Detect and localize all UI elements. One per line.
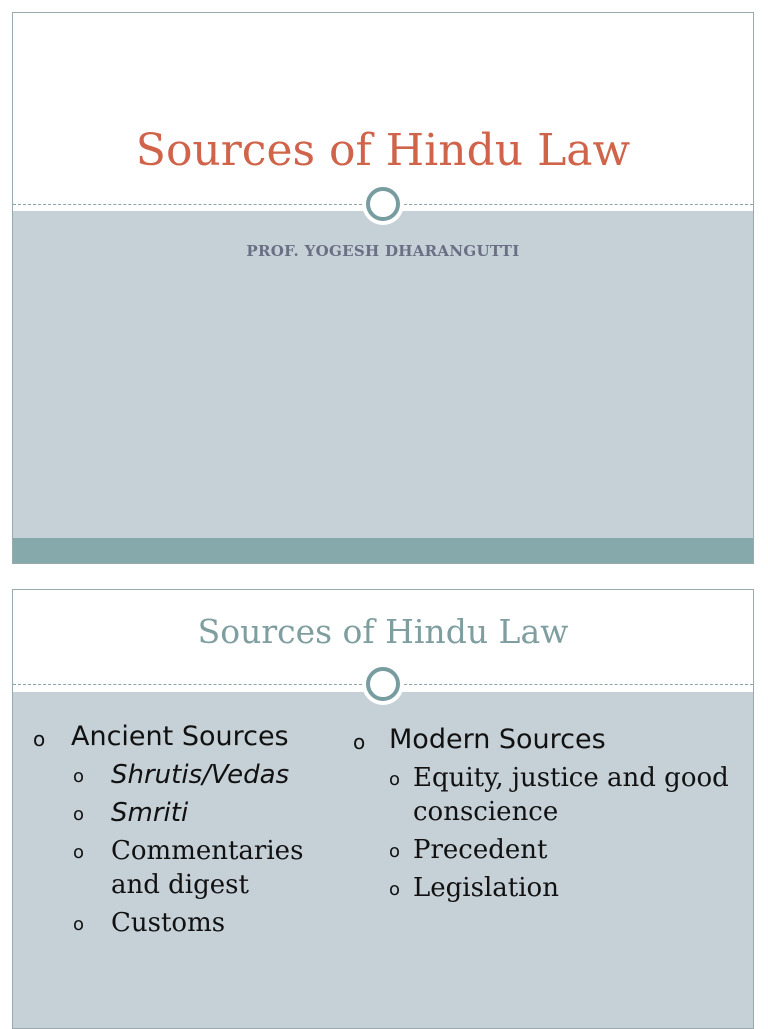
presenter-name: PROF. YOGESH DHARANGUTTI [246, 242, 520, 260]
item-text: Equity, justice and good conscience [413, 763, 729, 827]
circle-ornament-icon [366, 667, 400, 701]
heading-text: Modern Sources [389, 724, 606, 755]
list-item [33, 906, 353, 940]
circle-ornament-icon [366, 187, 400, 221]
bullet-icon: o [73, 842, 85, 863]
bullet-icon: o [73, 804, 85, 825]
list-item [33, 796, 353, 830]
bullet-icon: o [389, 879, 401, 900]
list-item [33, 834, 353, 902]
slide-title: Sources of Hindu Law [135, 125, 631, 176]
list-item [353, 833, 733, 867]
slide-title: Sources of Hindu Law [197, 612, 569, 651]
bullet-icon: o [389, 769, 401, 790]
title-area [13, 13, 753, 211]
list-heading [33, 720, 353, 754]
footer-band [13, 538, 753, 564]
item-text: Shrutis/Vedas [111, 760, 290, 790]
modern-sources-column [353, 723, 733, 905]
bullet-icon: o [73, 766, 85, 787]
ancient-sources-column [33, 720, 353, 940]
bullet-icon: o [33, 727, 46, 751]
list-item [33, 758, 353, 792]
list-heading [353, 723, 733, 757]
item-text: Smriti [111, 798, 189, 828]
bullet-icon: o [73, 914, 85, 935]
title-slide [12, 12, 754, 564]
bullet-icon: o [389, 841, 401, 862]
item-text: Commentaries and digest [111, 836, 304, 900]
heading-text: Ancient Sources [71, 721, 289, 752]
bullet-icon: o [353, 730, 366, 754]
list-item [353, 761, 733, 829]
item-text: Legislation [413, 873, 559, 903]
item-text: Precedent [413, 835, 548, 865]
item-text: Customs [111, 908, 226, 938]
list-item [353, 871, 733, 905]
content-slide [12, 589, 754, 1029]
